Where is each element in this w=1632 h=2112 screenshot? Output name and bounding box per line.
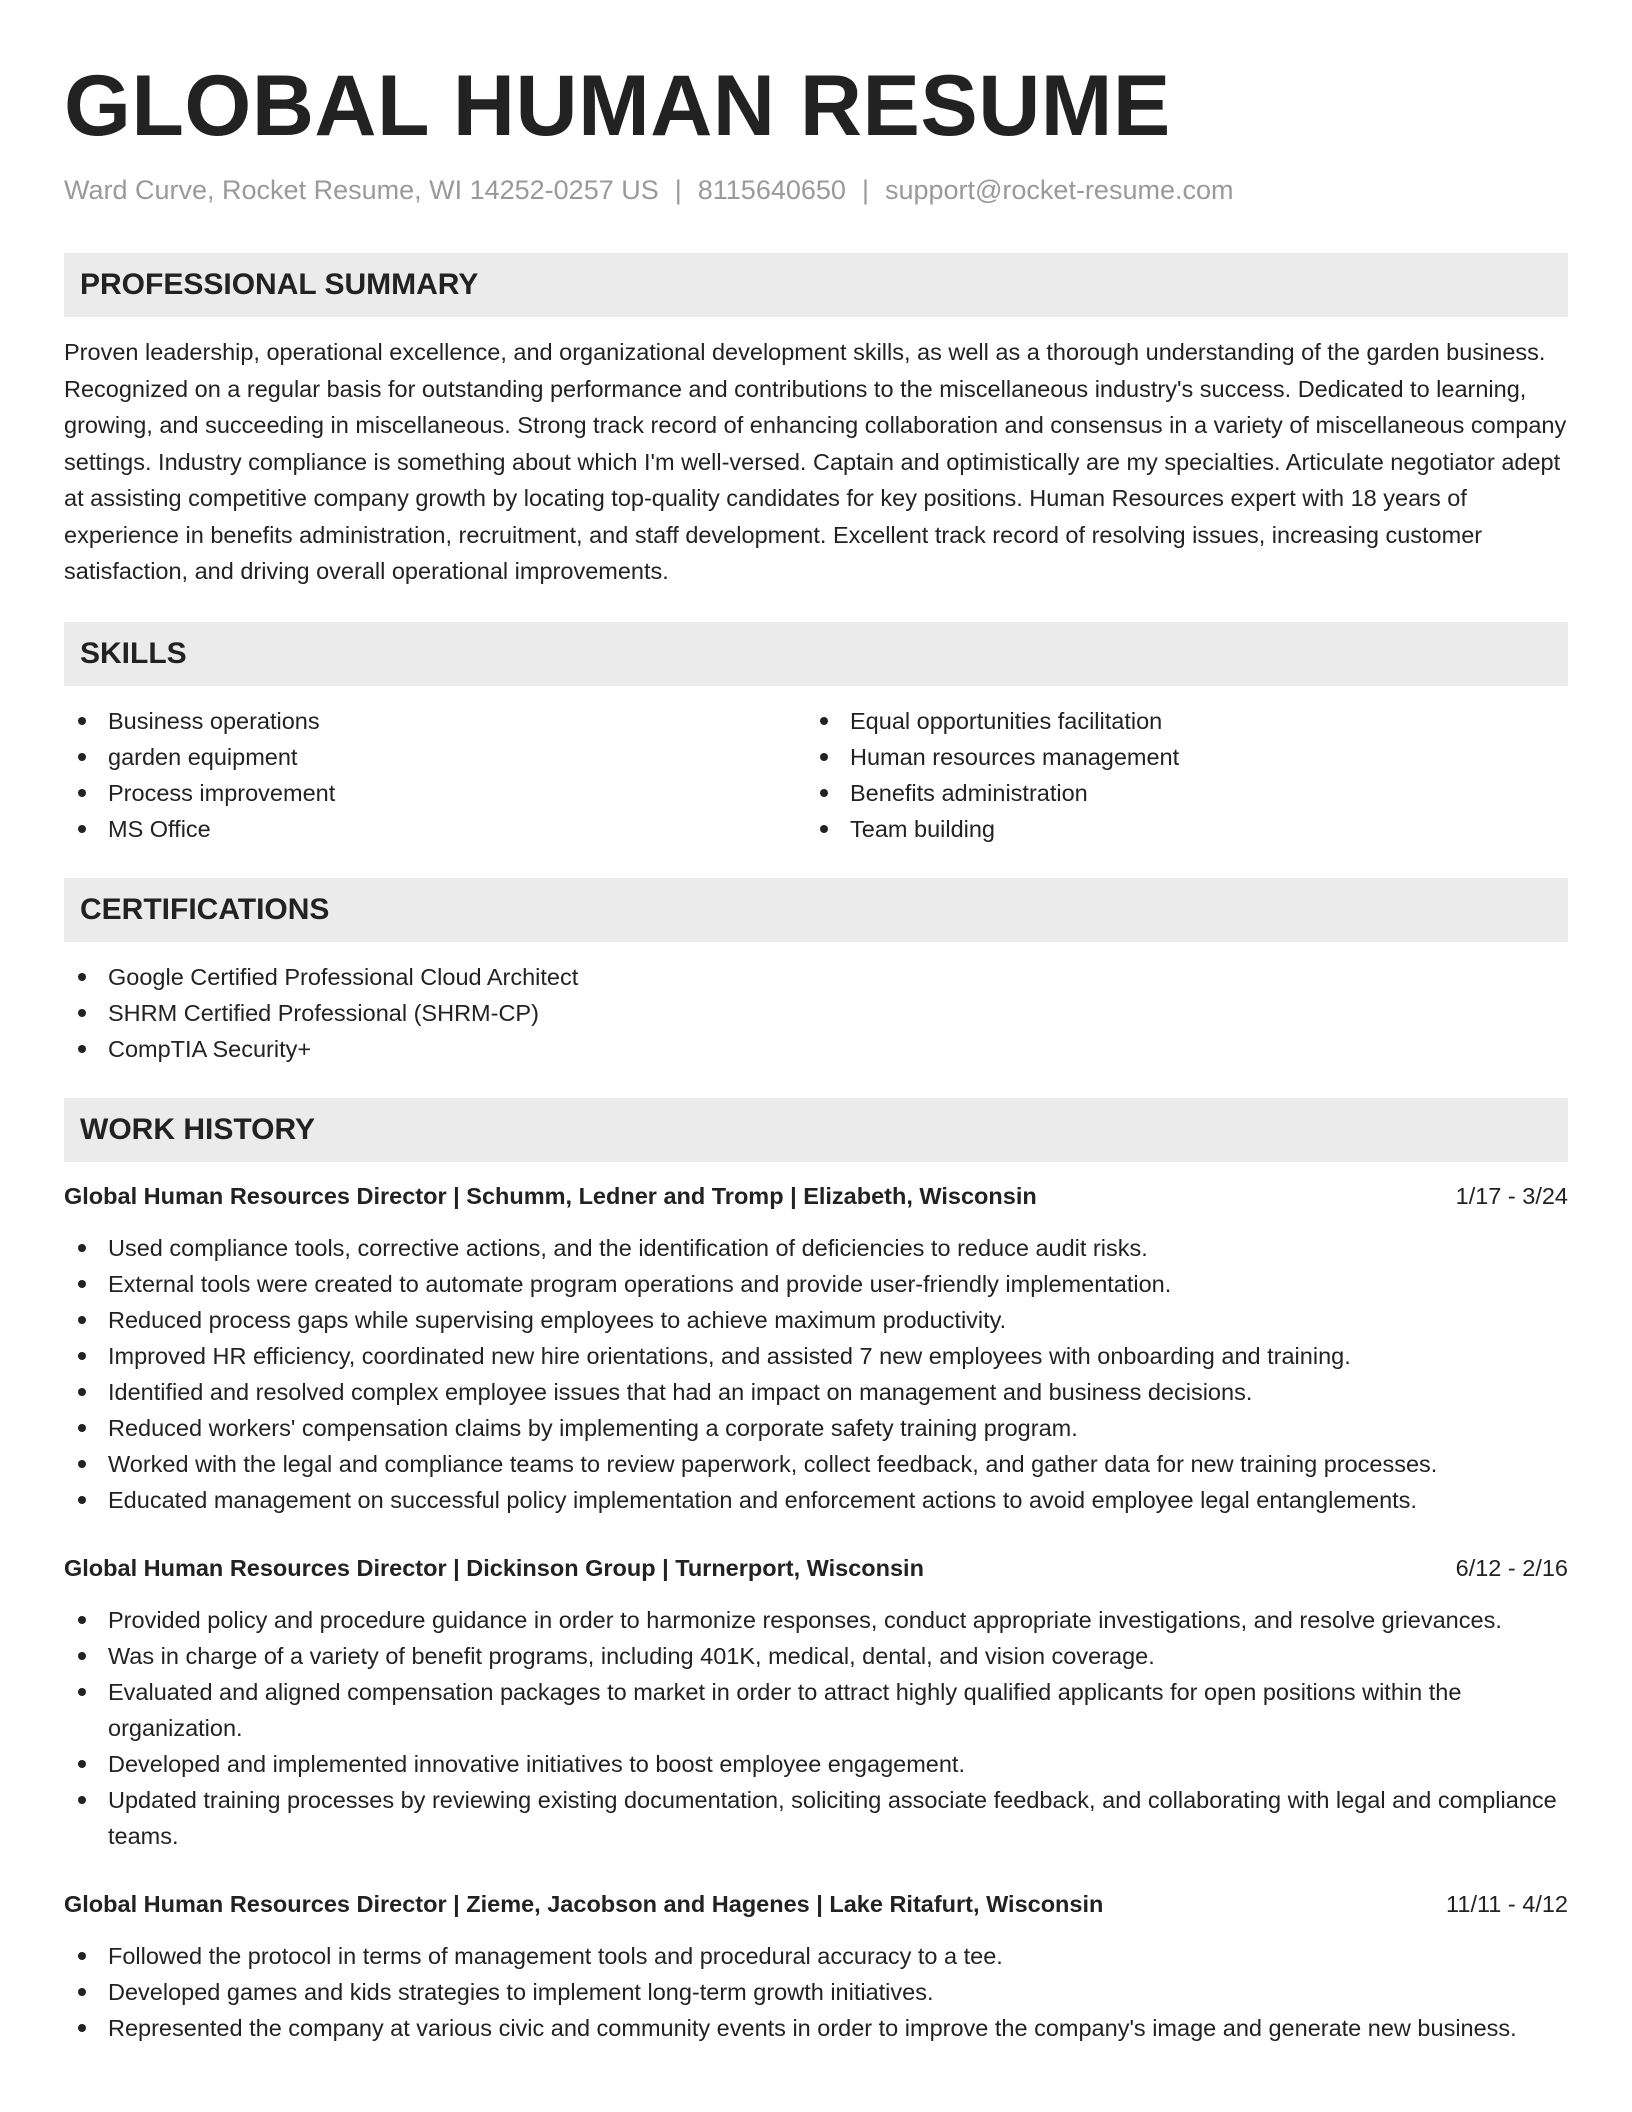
contact-email: support@rocket-resume.com [884,175,1234,205]
certifications-list [64,959,1568,1067]
contact-separator: | [861,175,869,205]
job-entry [64,1886,1568,2046]
job-bullets [64,1230,1568,1518]
job-title: Global Human Resources Director | Schumm, Ledner and Tromp | Elizabeth, Wisconsin [64,1182,1037,1209]
job-bullet: Worked with the legal and compliance teams to review paperwork, collect feedback, and gather data for new training processes. [64,1446,1568,1482]
job-dates: 11/11 - 4/12 [1446,1890,1568,1917]
summary-heading: PROFESSIONAL SUMMARY [64,253,1568,317]
job-entry [64,1178,1568,1518]
job-bullet: External tools were created to automate program operations and provide user-friendly implementation. [64,1266,1568,1302]
job-bullet: Provided policy and procedure guidance in order to harmonize responses, conduct appropriate investigations, and resolve grievances. [64,1602,1568,1638]
certification-item: CompTIA Security+ [64,1031,1568,1067]
job-bullet: Educated management on successful policy implementation and enforcement actions to avoid employee legal entanglements. [64,1482,1568,1518]
contact-phone: 8115640650 [697,175,846,205]
job-bullet: Identified and resolved complex employee issues that had an impact on management and business decisions. [64,1374,1568,1410]
job-bullet: Developed games and kids strategies to implement long-term growth initiatives. [64,1974,1568,2010]
skills-column-right [806,703,1548,847]
job-bullet: Followed the protocol in terms of management tools and procedural accuracy to a tee. [64,1938,1568,1974]
job-header [64,1886,1568,1922]
job-bullet: Improved HR efficiency, coordinated new hire orientations, and assisted 7 new employees with onboarding and training. [64,1338,1568,1374]
contact-separator: | [674,175,682,205]
job-dates: 6/12 - 2/16 [1455,1554,1568,1581]
skill-item: Team building [806,811,1548,847]
skill-item: Human resources management [806,739,1548,775]
job-bullet: Used compliance tools, corrective actions, and the identification of deficiencies to reduce audit risks. [64,1230,1568,1266]
certification-item: Google Certified Professional Cloud Architect [64,959,1568,995]
job-bullet: Developed and implemented innovative initiatives to boost employee engagement. [64,1746,1568,1782]
job-title: Global Human Resources Director | Zieme, Jacobson and Hagenes | Lake Ritafurt, Wisconsin [64,1890,1104,1917]
contact-address: Ward Curve, Rocket Resume, WI 14252-0257 US [64,175,659,205]
skill-item: Business operations [64,703,806,739]
skill-item: Benefits administration [806,775,1548,811]
skills-heading: SKILLS [64,622,1568,686]
skill-item: Process improvement [64,775,806,811]
job-bullets [64,1602,1568,1854]
skills-grid [64,703,1568,847]
work-history-heading: WORK HISTORY [64,1098,1568,1162]
resume-page [64,0,1568,2046]
job-dates: 1/17 - 3/24 [1455,1182,1568,1209]
skill-item: MS Office [64,811,806,847]
contact-line [64,172,1568,208]
summary-text: Proven leadership, operational excellence, and organizational development skills, as well as a thorough understanding of the garden business. Recognized on a regular basis for outstanding performance and contributions to the miscellaneous industry's success. Dedicated to learning, growing, and succeeding in miscellaneous. Strong track record of enhancing collaboration and consensus in a variety of miscellaneous company settings. Industry compliance is something about which I'm well-versed. Captain and optimistically are my specialties. Articulate negotiator adept at assisting competitive company growth by locating top-quality candidates for key positions. Human Resources expert with 18 years of experience in benefits administration, recruitment, and staff development. Excellent track record of resolving issues, increasing customer satisfaction, and driving overall operational improvements. [64,339,1567,584]
job-header [64,1178,1568,1214]
job-bullet: Was in charge of a variety of benefit programs, including 401K, medical, dental, and vision coverage. [64,1638,1568,1674]
job-bullet: Evaluated and aligned compensation packages to market in order to attract highly qualified applicants for open positions within the organization. [64,1674,1568,1746]
job-bullets [64,1938,1568,2046]
job-header [64,1550,1568,1586]
job-bullet: Updated training processes by reviewing existing documentation, soliciting associate feedback, and collaborating with legal and compliance teams. [64,1782,1568,1854]
job-bullet: Reduced workers' compensation claims by implementing a corporate safety training program. [64,1410,1568,1446]
skill-item: garden equipment [64,739,806,775]
resume-name: GLOBAL HUMAN RESUME [64,58,1171,154]
job-bullet: Represented the company at various civic and community events in order to improve the company's image and generate new business. [64,2010,1568,2046]
job-entry [64,1550,1568,1854]
job-bullet: Reduced process gaps while supervising employees to achieve maximum productivity. [64,1302,1568,1338]
job-title: Global Human Resources Director | Dickinson Group | Turnerport, Wisconsin [64,1554,924,1581]
skill-item: Equal opportunities facilitation [806,703,1548,739]
skills-column-left [64,703,806,847]
certifications-heading: CERTIFICATIONS [64,878,1568,942]
certification-item: SHRM Certified Professional (SHRM-CP) [64,995,1568,1031]
